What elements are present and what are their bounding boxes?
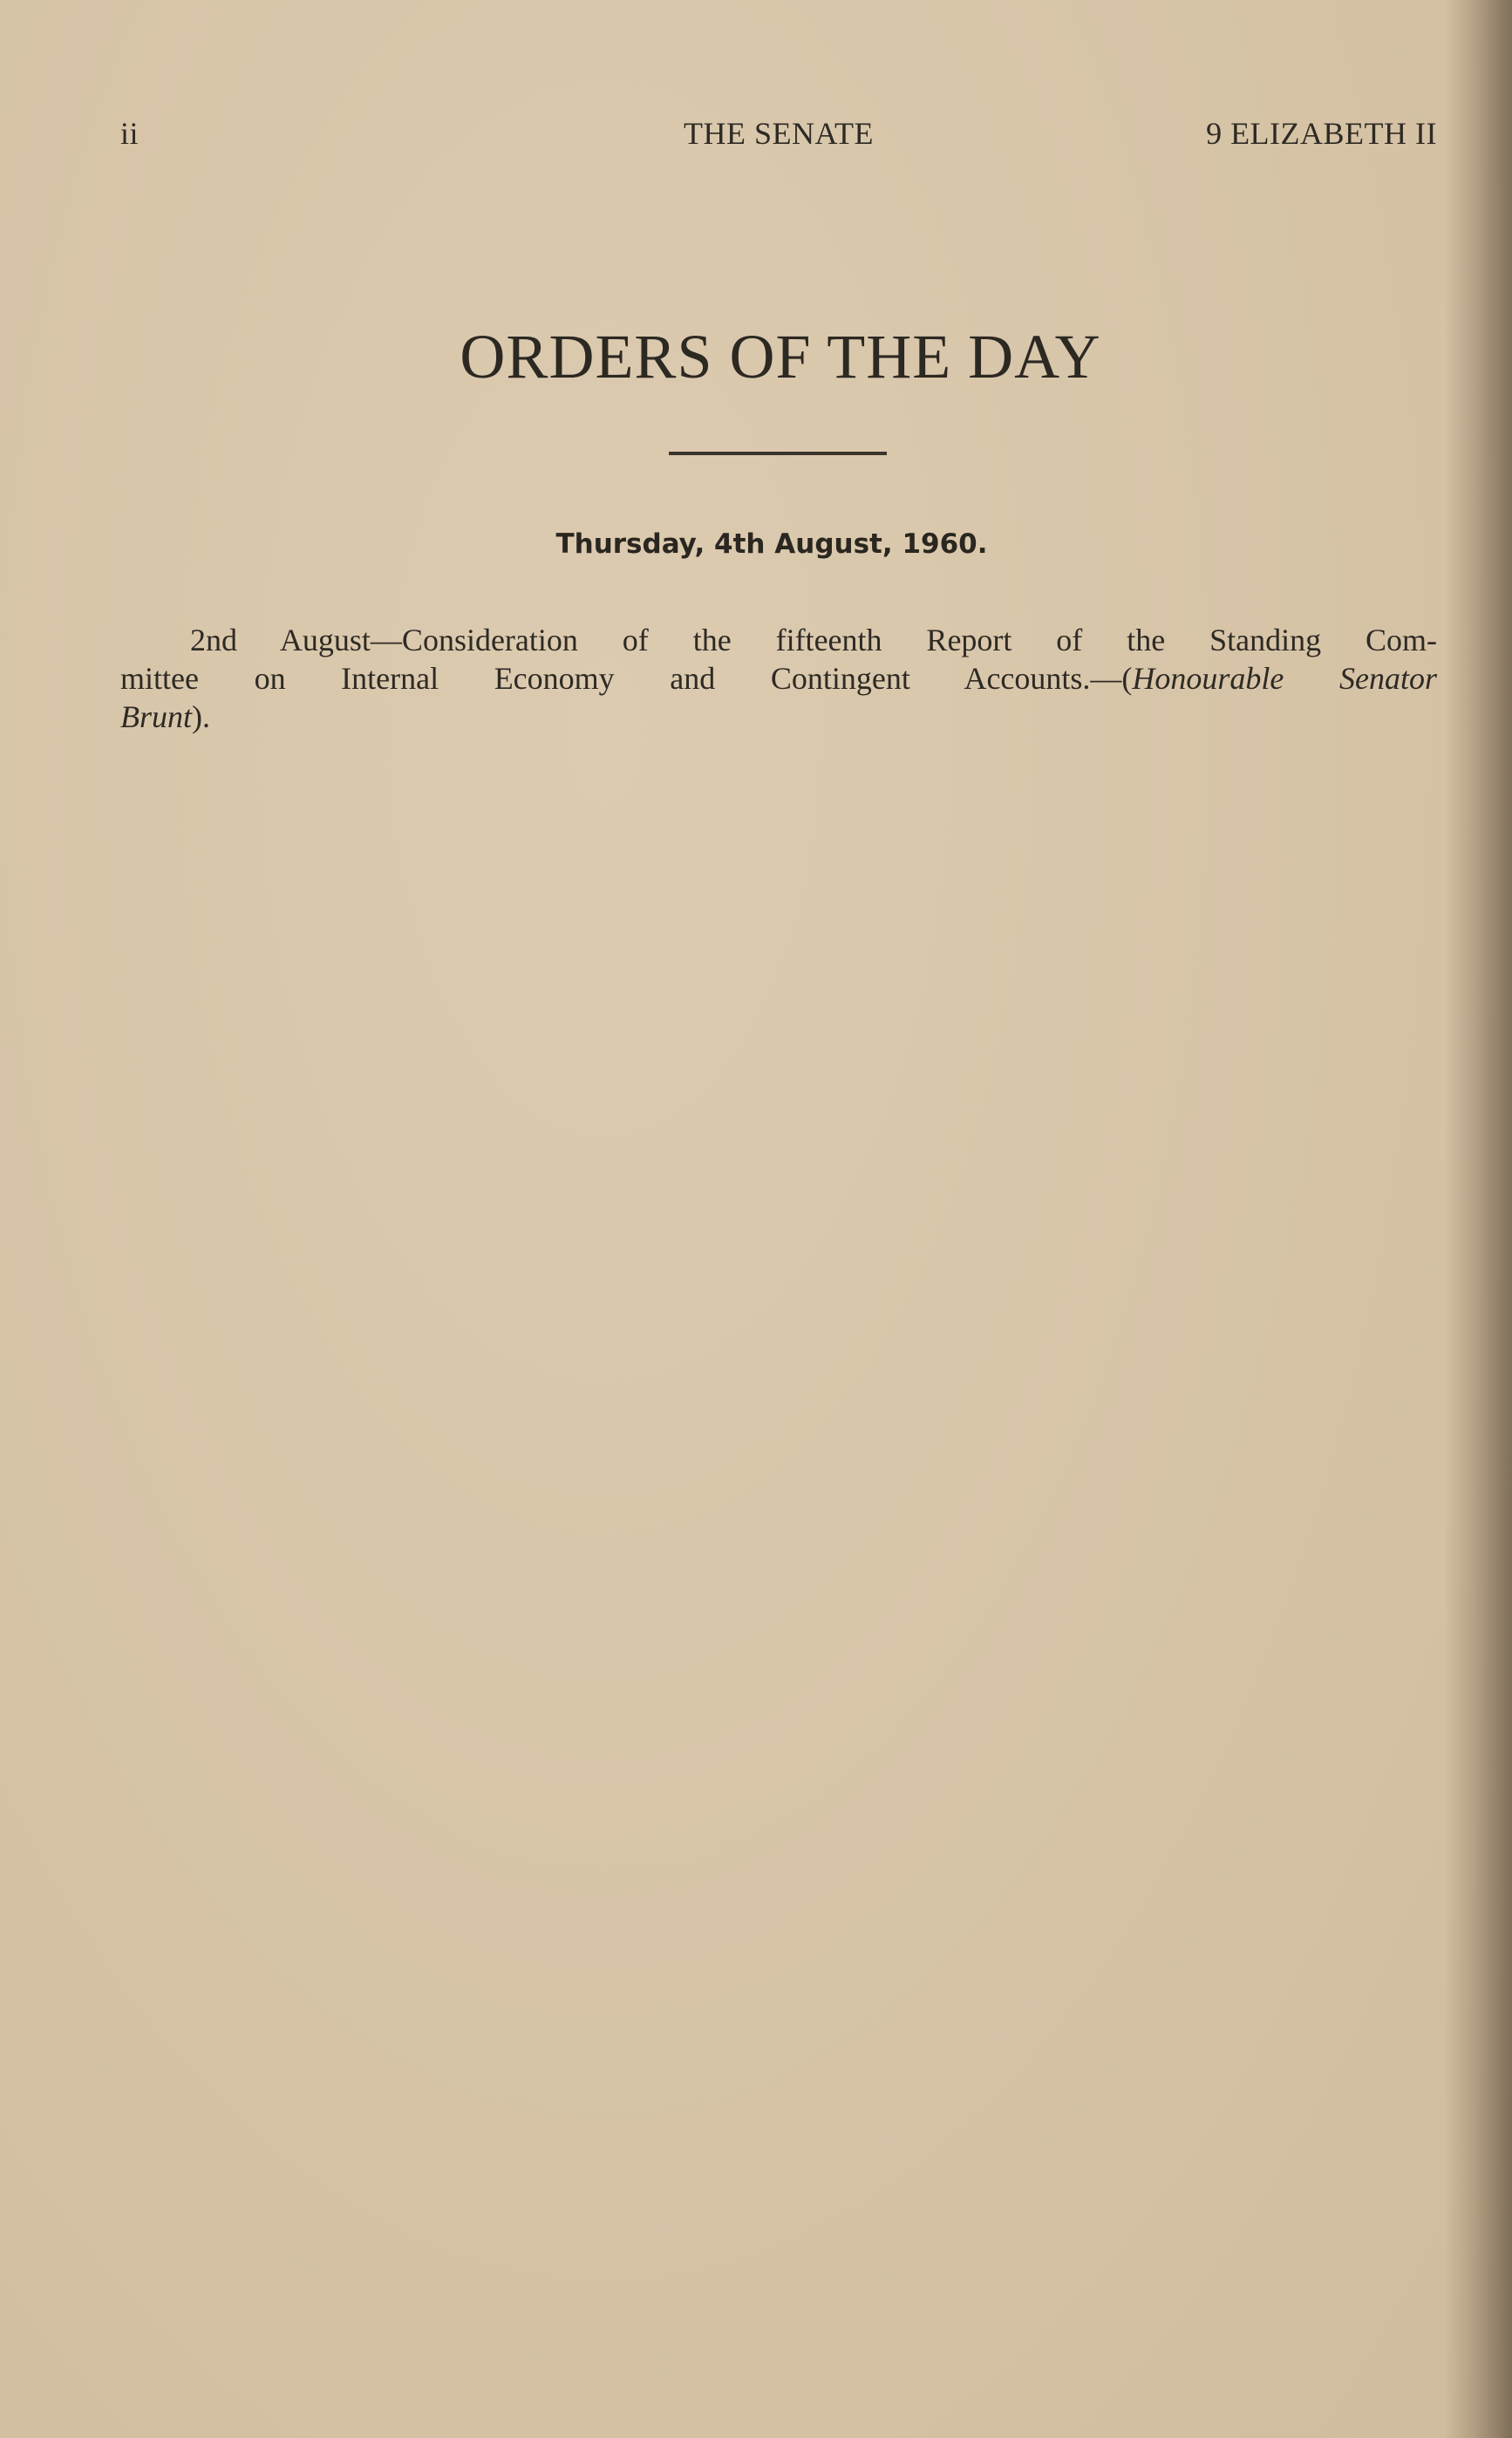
running-header	[120, 115, 1437, 159]
order-line-3-text: ).	[192, 699, 211, 734]
page-number: ii	[120, 116, 140, 151]
title-rule	[669, 452, 887, 455]
order-line-2-text: mittee on Internal Economy and Contingent Accounts.—(	[120, 661, 1133, 696]
sitting-date: Thursday, 4th August, 1960.	[555, 528, 988, 560]
header-title: THE SENATE	[684, 116, 874, 151]
order-sponsor-name: Brunt	[120, 699, 193, 734]
order-item	[120, 621, 1437, 736]
order-line-3	[120, 698, 1437, 736]
page-title: ORDERS OF THE DAY	[460, 322, 1101, 392]
order-line-2	[120, 659, 1437, 698]
order-sponsor-title: Honourable Senator	[1132, 661, 1437, 696]
header-regnal-year: 9 ELIZABETH II	[1206, 116, 1437, 151]
order-line-1: 2nd August—Consideration of the fifteenth Report of the Standing Com-	[190, 623, 1437, 657]
